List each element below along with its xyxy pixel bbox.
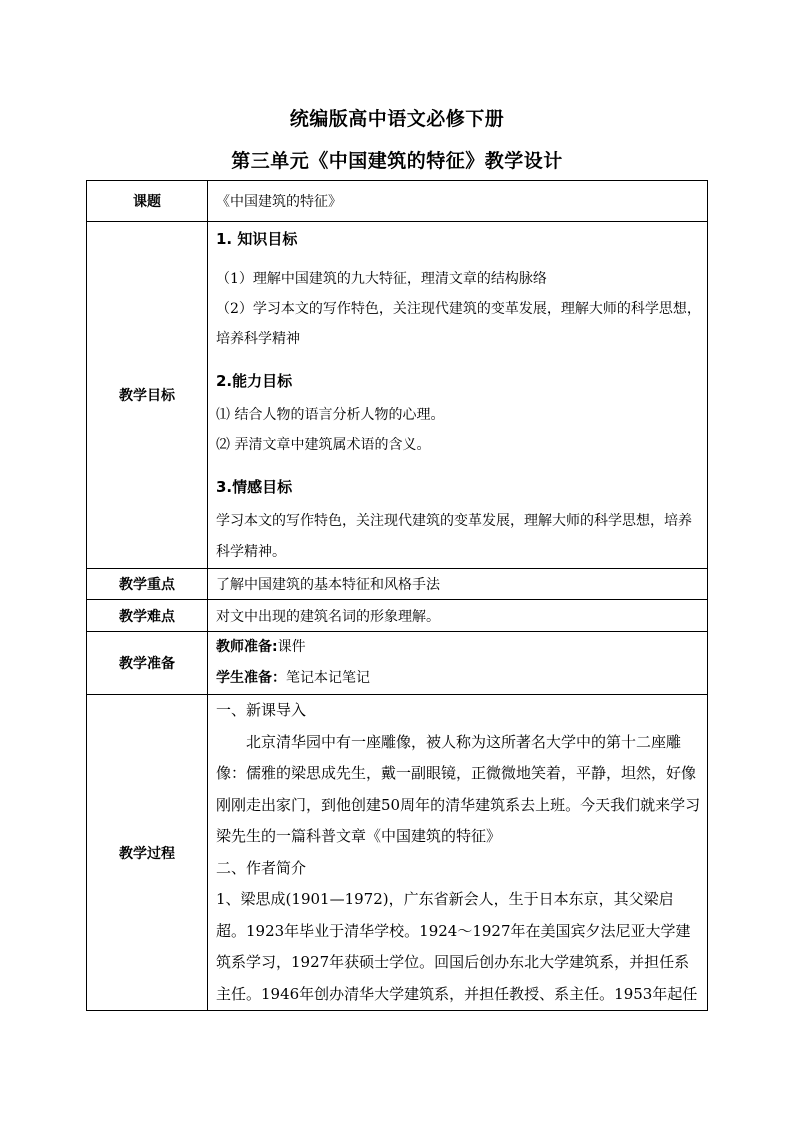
teacher-preparation-value: 课件 (277, 639, 306, 655)
knowledge-goal-item: （2）学习本文的写作特色，关注现代建筑的变革发展，理解大师的科学思想， (216, 301, 701, 317)
table-row-difficulty (87, 600, 708, 632)
student-preparation-value: 笔记本记笔记 (286, 670, 370, 686)
ability-goal-heading: 2.能力目标 (216, 372, 293, 390)
table-row-key-point (87, 569, 708, 600)
goals-content (208, 222, 708, 569)
table-row-topic (87, 181, 708, 222)
student-preparation-label: 学生准备： (216, 670, 286, 686)
difficulty-label: 教学难点 (87, 600, 208, 632)
author-bio-paragraph: 1、梁思成(1901—1972)，广东省新会人，生于日本东京，其父梁启超。1923年毕业于清华学校。1924～1927年在美国宾夕法尼亚大学建筑系学习，1927年获硕士学位。回国后创办东北大学建筑系，并担任系主任。1946年创办清华大学建筑系，并担任教授、系主任。1953年起任 (216, 890, 698, 1003)
process-label: 教学过程 (87, 695, 208, 1011)
knowledge-goal-item: （1）理解中国建筑的九大特征，理清文章的结构脉络 (216, 271, 547, 287)
ability-goal-item: ⑵ 弄清文章中建筑属术语的含义。 (216, 437, 431, 453)
table-row-preparation (87, 632, 708, 695)
teacher-preparation-label: 教师准备: (216, 639, 278, 655)
teacher-preparation (216, 632, 701, 663)
topic-label: 课题 (87, 181, 208, 222)
student-preparation (216, 663, 701, 694)
intro-paragraph: 北京清华园中有一座雕像，被人称为这所著名大学中的第十二座雕像：儒雅的梁思成先生，戴一副眼镜，正微微地笑着，平静，坦然，好像刚刚走出家门，到他创建50周年的清华建筑系去上班。今天我们就来学习梁先生的一篇科普文章《中国建筑的特征》 (216, 732, 701, 845)
key-point-value: 了解中国建筑的基本特征和风格手法 (208, 569, 708, 600)
table-row-goals (87, 222, 708, 569)
table-row-process (87, 695, 708, 1011)
emotion-goal-text: 学习本文的写作特色，关注现代建筑的变革发展，理解大师的科学思想，培养科学精神。 (216, 513, 692, 560)
key-point-label: 教学重点 (87, 569, 208, 600)
emotion-goal-heading: 3.情感目标 (216, 478, 293, 496)
document-title: 统编版高中语文必修下册 (289, 108, 505, 130)
preparation-label: 教学准备 (87, 632, 208, 695)
section-heading: 二、作者简介 (216, 858, 307, 877)
goals-label: 教学目标 (87, 222, 208, 569)
knowledge-goal-heading: 1. 知识目标 (216, 230, 298, 248)
section-heading: 一、新课导入 (216, 701, 307, 719)
knowledge-goal-item: 培养科学精神 (216, 331, 300, 347)
ability-goal-item: ⑴ 结合人物的语言分析人物的心理。 (216, 407, 445, 423)
difficulty-value: 对文中出现的建筑名词的形象理解。 (208, 600, 708, 632)
lesson-plan-table (86, 180, 708, 1011)
process-content (208, 695, 708, 1011)
document-subtitle: 第三单元《中国建筑的特征》教学设计 (231, 150, 563, 172)
topic-value: 《中国建筑的特征》 (208, 181, 708, 222)
preparation-content (208, 632, 708, 695)
